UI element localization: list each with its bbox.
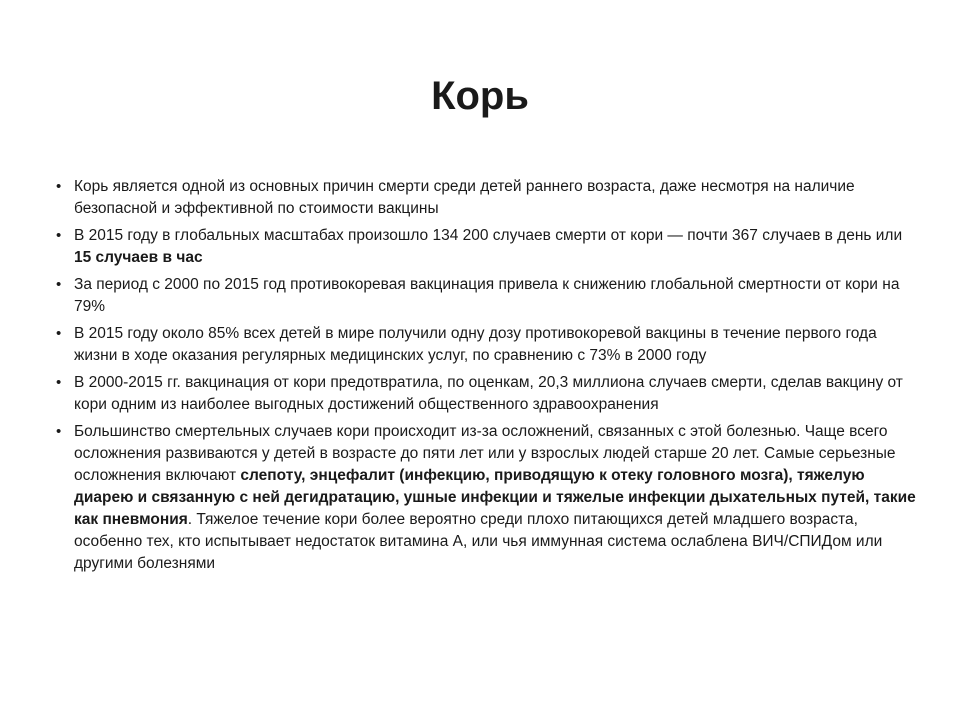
bullet-dot-icon: • xyxy=(56,227,62,244)
bullet-item xyxy=(56,323,916,367)
bullet-list xyxy=(56,176,916,580)
bullet-text-bold: 15 случаев в час xyxy=(74,249,203,266)
bullet-text: . Тяжелое течение кори более вероятно среди плохо питающихся детей младшего возраста, особенно тех, кто испытывает недостаток витамина А, или чья иммунная система ослаблена ВИЧ/СПИДом или другими болезнями xyxy=(74,511,883,572)
bullet-text: В 2000-2015 гг. вакцинация от кори предотвратила, по оценкам, 20,3 миллиона случаев смерти, сделав вакцину от кори одним из наиболее выгодных достижений общественного здравоохранения xyxy=(74,374,903,413)
bullet-dot-icon: • xyxy=(56,178,62,195)
bullet-text: В 2015 году в глобальных масштабах произошло 134 200 случаев смерти от кори — почти 367 случаев в день или xyxy=(74,227,903,244)
bullet-text-bold: слепоту, энцефалит (инфекцию, приводящую к отеку головного мозга), тяжелую диарею и связанную с ней дегидратацию, ушные инфекции и тяжелые инфекции дыхательных путей, такие как пневмония xyxy=(74,467,916,528)
bullet-text: За период с 2000 по 2015 год противокоревая вакцинация привела к снижению глобальной смертности от кори на 79% xyxy=(74,276,900,315)
bullet-text: Большинство смертельных случаев кори происходит из-за осложнений, связанных с этой болезнью. Чаще всего осложнения развиваются у детей в возрасте до пяти лет или у взрослых людей старше 20 лет. Самые серьезные осложнения включают xyxy=(74,423,896,484)
bullet-text: В 2015 году около 85% всех детей в мире получили одну дозу противокоревой вакцины в течение первого года жизни в ходе оказания регулярных медицинских услуг, по сравнению с 73% в 2000 году xyxy=(74,325,877,364)
bullet-text: Корь является одной из основных причин смерти среди детей раннего возраста, даже несмотря на наличие безопасной и эффективной по стоимости вакцины xyxy=(74,178,855,217)
bullet-item xyxy=(56,176,916,220)
bullet-item xyxy=(56,421,916,575)
bullet-dot-icon: • xyxy=(56,325,62,342)
bullet-dot-icon: • xyxy=(56,276,62,293)
bullet-item xyxy=(56,225,916,269)
bullet-dot-icon: • xyxy=(56,374,62,391)
bullet-item xyxy=(56,372,916,416)
bullet-item xyxy=(56,274,916,318)
bullet-dot-icon: • xyxy=(56,423,62,440)
slide-title: Корь xyxy=(431,74,529,118)
